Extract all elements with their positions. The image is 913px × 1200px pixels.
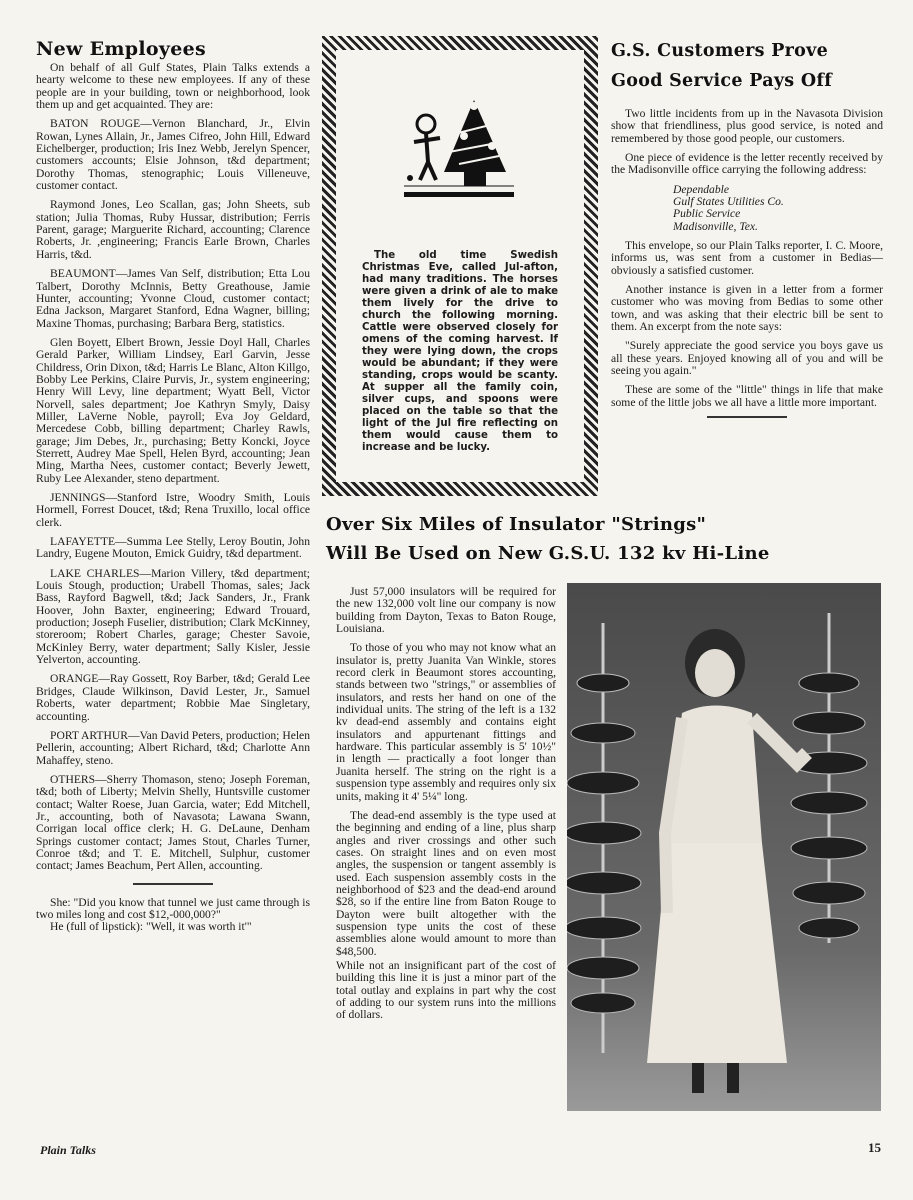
insulator-title-line2: Will Be Used on New G.S.U. 132 kv Hi-Line — [326, 543, 770, 564]
paragraph: ORANGE—Ray Gossett, Roy Barber, t&d; Gerald Lee Bridges, Claude Wilkinson, David Lester, Jr., Samuel Roberts, water department; Robbie Mae Singletary, accounting. — [36, 672, 310, 723]
christmas-story: The old time Swedish Christmas Eve, called Jul-afton, had many traditions. The horses were given a drink of ale to make them lively for the drive to church the following morning. Cattle were observed closely for omens of the coming harvest. If they were lying down, the crops would be abundant; if they were standing, crops would be scanty. At supper all the family coin, silver cups, and spoons were placed on the table so that the light of the Jul fire reflecting on them would cause them to increase and be lucky. — [362, 250, 558, 453]
paragraph: Glen Boyett, Elbert Brown, Jessie Doyl Hall, Charles Gerald Parker, William Lindsey, Earl Garvin, Jesse Childress, Orin Dixon, t&d; Harris Le Blanc, Alton Killgo, Bobby Lee Perkins, Claire Purvis, Jr., system engineering; Henry Will Levy, line department; Wyatt Bell, Victor Norvell, sales department; Joe Kathryn Smyly, Daisy Miller, LaVerne Noble, payroll; Eva Joy Geldard, Mercedese Cobb, billing department; Charley Rawls, garage; Jim Debes, Jr., purchasing; Betty Koncki, Joyce Sterrett, Audrey Mae Spell, Helen Byrd, accounting; Jean Ming, Martha Nees, customer contact; Beverly Jewett, Ruby Lee Alexander, steno department. — [36, 335, 310, 485]
paragraph: To those of you who may not know what an insulator is, pretty Juanita Van Winkle, stores record clerk in Beaumont stores accounting, stands between two "strings," or assemblies of insulators, and rests her hand on one of the individual units. The string of the left is a 132 kv dead-end assembly and contains eight insulators and appurtenant fittings and hardware. This particular assembly is 5' 10½" in length — practically a foot longer than Juanita herself. The string on the right is a suspension type assembly and requires only six units, making it 4' 5¼" long. — [336, 641, 556, 803]
christmas-tree-illustration — [404, 94, 514, 204]
paragraph: BEAUMONT—James Van Self, distribution; Etta Lou Talbert, Dorothy McInnis, Betty Greathouse, Jamie Hunter, accounting; Yvonne Cloud, customer contact; Edna Jackson, Margaret Stanford, Edna Wagner, billing; Maxine Thomas, purchasing; Barbara Berg, statistics. — [36, 267, 310, 330]
paragraph: JENNINGS—Stanford Istre, Woodry Smith, Louis Hormell, Forrest Doucet, t&d; Rena Truxillo, local office clerk. — [36, 491, 310, 529]
customers-title-line2: Good Service Pays Off — [611, 71, 833, 91]
page-number: 15 — [868, 1140, 881, 1155]
paragraph: Just 57,000 insulators will be required for the new 132,000 volt line our company is now building from Dayton, Texas to Baton Rouge, Louisiana. — [336, 585, 556, 636]
paragraph: This envelope, so our Plain Talks reporter, I. C. Moore, informs us, was sent from a customer in Bedias—obviously a satisfied customer. — [611, 238, 883, 277]
paragraph: On behalf of all Gulf States, Plain Talks extends a hearty welcome to these new employees. If any of these people are in your building, town or neighborhood, look them up and get acquainted. They are: — [36, 61, 310, 112]
christmas-box — [322, 36, 598, 496]
divider — [133, 883, 213, 885]
paragraph: LAKE CHARLES—Marion Villery, t&d department; Louis Stough, production; Urabell Thomas, sales; Jack Bass, Rayford Bagwell, t&d; Jack Sanders, Jr., Frank Hoover, John Baxter, engineering; Edward Trouard, production; Joseph Fuselier, distribution; Clark McKinney, storeroom; Robert Charles, garage; Chester Savoie, McKinley Berry, water department; Sally Kisler, Jessie Yelverton, accounting. — [36, 566, 310, 667]
new-employees-article — [36, 38, 310, 941]
address-line: Dependable — [673, 182, 730, 196]
address-block — [673, 184, 883, 233]
christmas-box-inner — [336, 50, 584, 482]
insulator-title-line1: Over Six Miles of Insulator "Strings" — [326, 514, 707, 535]
address-line: Public Service — [673, 207, 741, 221]
paragraph: LAFAYETTE—Summa Lee Stelly, Leroy Boutin, John Landry, Eugene Mouton, Emick Guidry, t&d department. — [36, 535, 310, 561]
photo-image — [567, 583, 881, 1111]
joke-line: He (full of lipstick): "Well, it was worth it'" — [50, 920, 252, 934]
address-line: Gulf States Utilities Co. — [673, 195, 784, 209]
insulator-article-body — [336, 586, 556, 1029]
paragraph: "Surely appreciate the good service you boys gave us all these years. Enjoyed knowing all of you and will be seeing you again." — [611, 339, 883, 377]
paragraph: BATON ROUGE—Vernon Blanchard, Jr., Elvin Rowan, Lynes Allain, Jr., James Cifreo, John Hill, Edward Eichelberger, production; Iris Inez Webb, Jerelyn Spencer, customers accounts; Elsie Johnson, t&d department; Dorothy Thomas, stenographic; Louis Villeneuve, customer contact. — [36, 117, 310, 193]
paragraph: OTHERS—Sherry Thomason, steno; Joseph Foreman, t&d; both of Liberty; Melvin Shelly, Huntsville customer contact; Walter Roese, Juan Garcia, water; Edd Mitchell, Jr., accounting, both of Navasota; Lawana Swann, Corrigan local office clerk; H. G. DeLaune, Denham Springs customer contact; James Stout, Charles Turner, Conroe t&d; and T. E. Mitchell, Sulphur, customer contact; James Beachum, Pert Allen, accounting. — [36, 772, 310, 873]
customers-title-line1: G.S. Customers Prove — [611, 41, 829, 61]
divider — [707, 416, 787, 418]
paragraph: While not an insignificant part of the cost of building this line it is just a minor part of the total outlay and explains in part why the cost of adding to our system runs into the millions of dollars. — [336, 958, 556, 1022]
paragraph: These are some of the "little" things in life that make some of the little jobs we all have a little more important. — [611, 383, 883, 409]
paragraph: PORT ARTHUR—Van David Peters, production; Helen Pellerin, accounting; Albert Richard, t&d; Charlotte Ann Mahaffey, steno. — [36, 728, 310, 767]
paragraph: Raymond Jones, Leo Scallan, gas; John Sheets, sub station; Julia Thomas, Ruby Hussar, distribution; Ferris Parent, garage; Marguerite Richard, accounting; Clarence Roberts, Jr. ,engineering; Francis Earle Brown, Charles Harris, t&d. — [36, 198, 310, 261]
joke-line: She: "Did you know that tunnel we just came through is two miles long and cost $12,-000,000?" — [36, 895, 310, 921]
paragraph: The dead-end assembly is the type used at the beginning and ending of a line, plus sharp angles and river crossings and other such cases. On straight lines and on even most angles, the suspension or tangent assembly is used. Each suspension assembly costs in the neighborhood of $23 and the dead-end around $28, so if the entire line from Baton Rouge to Dayton were built altogether with the suspension type units the cost of these assemblies alone would amount to more than $48,500. — [336, 808, 556, 958]
paragraph: Another instance is given in a letter from a former customer who was moving from Bedias to some other town, and was asking that their electric bill be sent to them. An excerpt from the note says: — [611, 282, 883, 333]
publication-name: Plain Talks — [40, 1143, 96, 1157]
insulator-photo — [567, 583, 881, 1111]
customers-article — [611, 36, 883, 424]
new-employees-title: New Employees — [36, 38, 207, 60]
paragraph: One piece of evidence is the letter recently received by the Madisonville office carrying the following address: — [611, 151, 883, 177]
address-line: Madisonville, Tex. — [673, 219, 758, 233]
paragraph: Two little incidents from up in the Navasota Division show that friendliness, plus good service, is noted and remembered by those good people, our customers. — [611, 107, 883, 145]
insulator-headline — [326, 510, 886, 568]
